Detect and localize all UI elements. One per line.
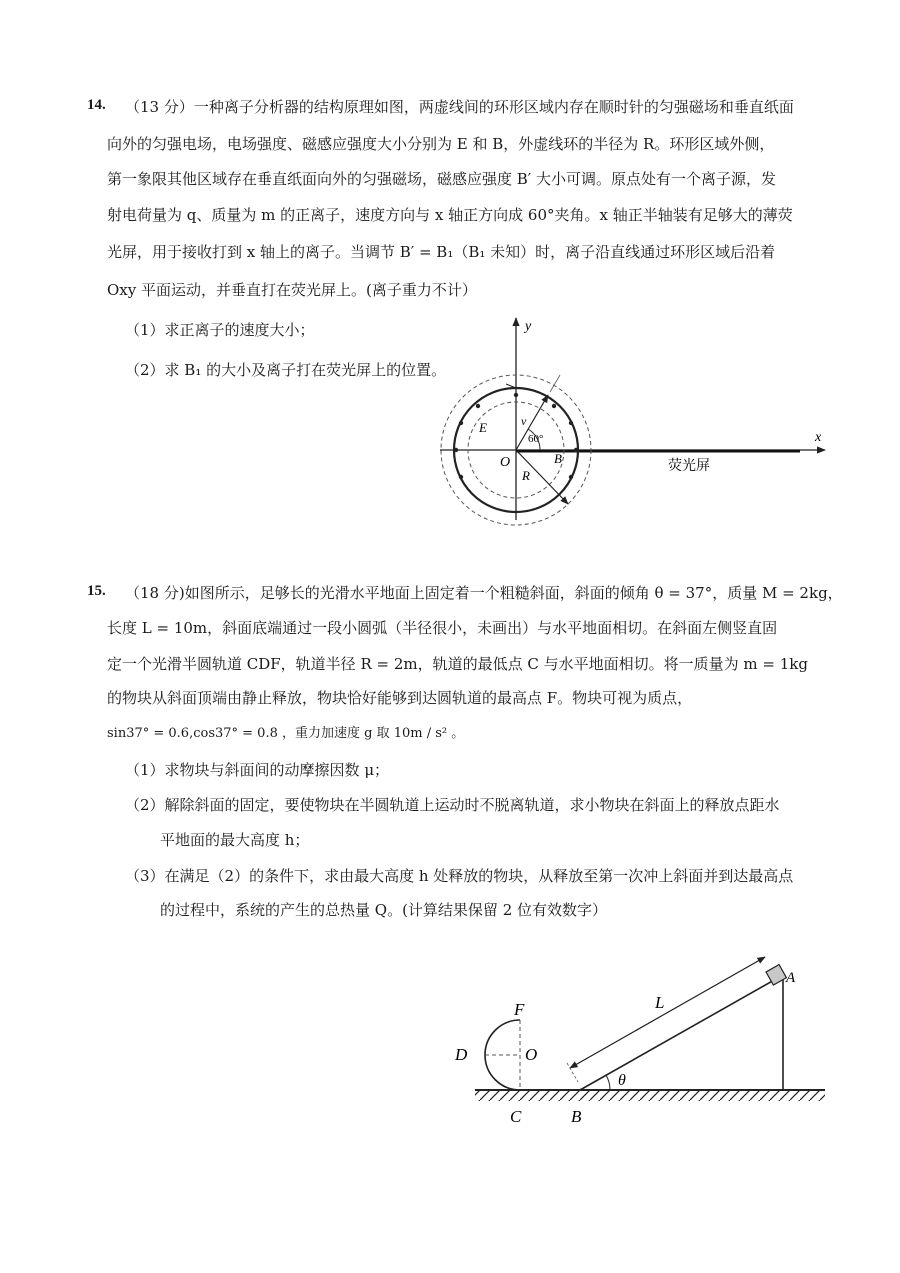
x-label: x bbox=[815, 430, 822, 445]
v-label: v bbox=[521, 414, 527, 428]
o-label: O bbox=[525, 1045, 538, 1064]
q14-text-line-6: Oxy 平面运动，并垂直打在荧光屏上。(离子重力不计） bbox=[107, 281, 477, 299]
q15-subquestion-3-line-2: 的过程中，系统的产生的总热量 Q。(计算结果保留 2 位有效数字） bbox=[160, 901, 607, 919]
theta-arc bbox=[606, 1075, 610, 1090]
l-label: L bbox=[655, 993, 665, 1012]
q14-text-line-1: （13 分）一种离子分析器的结构原理如图，两虚线间的环形区域内存在顺时针的匀强磁场和垂直纸面 bbox=[125, 98, 794, 116]
q15-subquestion-2-line-1: （2）解除斜面的固定，要使物块在半圆轨道上运动时不脱离轨道，求小物块在斜面上的释放点距水 bbox=[125, 796, 780, 814]
q14-text-line-3: 第一象限其他区域存在垂直纸面向外的匀强磁场，磁感应强度 B′ 大小可调。原点处有一个离子源，发 bbox=[107, 170, 776, 188]
q14-text-line-4: 射电荷量为 q、质量为 m 的正离子，速度方向与 x 轴正方向成 60°夹角。x 轴正半轴装有足够大的薄荧 bbox=[107, 206, 793, 224]
q15-figure bbox=[0, 930, 900, 1150]
q14-text-line-2: 向外的匀强电场，电场强度、磁感应强度大小分别为 E 和 B，外虚线环的半径为 R。环形区域外侧， bbox=[107, 135, 775, 153]
q15-subquestion-1: （1）求物块与斜面间的动摩擦因数 μ； bbox=[125, 761, 390, 779]
ground-hatch bbox=[475, 1091, 825, 1101]
q14-figure bbox=[0, 0, 900, 560]
theta-label: θ bbox=[618, 1072, 626, 1089]
q15-text-line-1: （18 分)如图所示，足够长的光滑水平地面上固定着一个粗糙斜面，斜面的倾角 θ = 37°，质量 M = 2kg， bbox=[125, 584, 843, 602]
y-label: y bbox=[525, 319, 532, 334]
origin-label: O bbox=[500, 455, 511, 470]
c-label: C bbox=[510, 1107, 522, 1126]
q15-text-line-5: sin37° = 0.6,cos37° = 0.8 ，重力加速度 g 取 10m / s² 。 bbox=[107, 726, 465, 741]
q14-subquestion-2: （2）求 B₁ 的大小及离子打在荧光屏上的位置。 bbox=[125, 361, 447, 379]
q14-number: 14. bbox=[87, 97, 106, 113]
q15-subquestion-3-line-1: （3）在满足（2）的条件下，求由最大高度 h 处释放的物块，从释放至第一次冲上斜面并到达最高点 bbox=[125, 867, 794, 885]
r-label: R bbox=[522, 468, 530, 483]
b-label: B bbox=[571, 1107, 582, 1126]
incline-surface bbox=[580, 975, 783, 1090]
q15-text-line-4: 的物块从斜面顶端由静止释放，物块恰好能够到达圆轨道的最高点 F。物块可视为质点， bbox=[107, 689, 693, 707]
q15-text-line-3: 定一个光滑半圆轨道 CDF，轨道半径 R = 2m，轨道的最低点 C 与水平地面相切。将一质量为 m = 1kg bbox=[107, 655, 808, 673]
length-arrow bbox=[570, 957, 765, 1068]
q14-text-line-5: 光屏，用于接收打到 x 轴上的离子。当调节 B′ = B₁（B₁ 未知）时，离子沿直线通过环形区域后沿着 bbox=[107, 243, 776, 261]
screen-label: 荧光屏 bbox=[668, 459, 710, 474]
velocity-extension bbox=[550, 375, 560, 392]
b-label: B bbox=[554, 451, 562, 466]
angle-label: 60° bbox=[528, 433, 544, 445]
e-label: E bbox=[479, 420, 487, 435]
q14-subquestion-1: （1）求正离子的速度大小； bbox=[125, 321, 315, 339]
f-label: F bbox=[514, 1000, 525, 1019]
q15-text-line-2: 长度 L = 10m，斜面底端通过一段小圆弧（半径很小，未画出）与水平地面相切。在斜面左侧竖直固 bbox=[107, 619, 778, 637]
d-label: D bbox=[455, 1045, 468, 1064]
q15-number: 15. bbox=[87, 583, 106, 599]
q15-subquestion-2-line-2: 平地面的最大高度 h； bbox=[160, 831, 310, 849]
length-tick-bottom bbox=[567, 1063, 578, 1082]
a-label: A bbox=[786, 970, 796, 986]
